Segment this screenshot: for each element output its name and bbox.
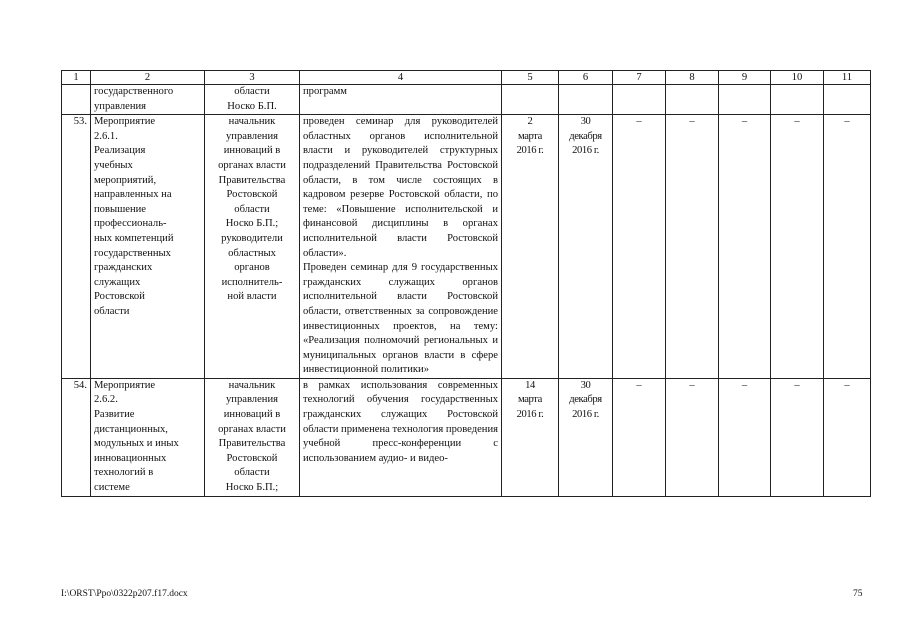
cont-result-cell: программ: [300, 85, 502, 115]
dash-cell-7: –: [613, 115, 666, 379]
dash-cell-10: –: [771, 378, 824, 496]
cont-num-cell: [62, 85, 91, 115]
result-paragraph-1: в рамках использования современных технологий обучения государственных гражданских служащих Ростовской области применена технология проведения учебной пресс-конференции с использованием аудио- и видео-: [303, 379, 498, 464]
header-cell-3: 3: [205, 71, 300, 85]
result-paragraph-1: проведен семинар для руководителей областных органов исполнительной власти и руководителей структурных подразделений Правительства Ростовской области, в том числе состоящих в кадровом резерве Ростовской области, по теме: «Повышение исполнительской и финансовой дисциплины в органах исполнительной власти Ростовской области».: [303, 116, 498, 259]
dash-cell-7: –: [613, 378, 666, 496]
header-cell-9: 9: [719, 71, 771, 85]
header-cell-1: 1: [62, 71, 91, 85]
dash-cell-9: –: [719, 115, 771, 379]
header-cell-7: 7: [613, 71, 666, 85]
cont-empty-5: [502, 85, 559, 115]
event-name: Мероприятие 2.6.2. Развитие дистанционных, модульных и иных инновационных технологий в системе: [91, 378, 205, 496]
cont-responsible-cell: области Носко Б.П.: [205, 85, 300, 115]
cont-empty-8: [666, 85, 719, 115]
file-path: I:\ORST\Ppo\0322p207.f17.docx: [61, 589, 188, 599]
dash-cell-9: –: [719, 378, 771, 496]
cont-event-cell: государственного управления: [91, 85, 205, 115]
result-paragraph-2: Проведен семинар для 9 государственных гражданских служащих органов исполнительной власти Ростовской области, ответственных за сопровождение инвестиционных проектов, на тему: «Реализация полномочий региональных и муниципальных органов власти в сфере инвестиционной политики»: [303, 262, 498, 376]
header-row: [62, 71, 871, 85]
cont-empty-9: [719, 85, 771, 115]
start-date: 2 марта 2016 г.: [502, 115, 559, 379]
cont-empty-11: [824, 85, 871, 115]
responsible-person: начальник управления инноваций в органах власти Правительства Ростовской области Носко Б.П.; руководители областных органов исполнитель- ной власти: [205, 115, 300, 379]
end-date: 30 декабря 2016 г.: [559, 115, 613, 379]
header-cell-4: 4: [300, 71, 502, 85]
responsible-person: начальник управления инноваций в органах власти Правительства Ростовской области Носко Б.П.;: [205, 378, 300, 496]
cont-empty-7: [613, 85, 666, 115]
table-row: [62, 115, 871, 379]
dash-cell-11: –: [824, 378, 871, 496]
table-row: [62, 378, 871, 496]
header-cell-2: 2: [91, 71, 205, 85]
dash-cell-10: –: [771, 115, 824, 379]
event-name: Мероприятие 2.6.1. Реализация учебных мероприятий, направленных на повышение профессиональ- ных компетенций государственных гражданских служащих Ростовской области: [91, 115, 205, 379]
header-cell-6: 6: [559, 71, 613, 85]
dash-cell-11: –: [824, 115, 871, 379]
report-table: [61, 70, 871, 497]
header-cell-5: 5: [502, 71, 559, 85]
end-date: 30 декабря 2016 г.: [559, 378, 613, 496]
result-cell: [300, 378, 502, 496]
cont-empty-6: [559, 85, 613, 115]
header-cell-11: 11: [824, 71, 871, 85]
dash-cell-8: –: [666, 378, 719, 496]
row-number: 53.: [62, 115, 91, 379]
cont-empty-10: [771, 85, 824, 115]
result-cell: [300, 115, 502, 379]
continuation-row: [62, 85, 871, 115]
header-cell-8: 8: [666, 71, 719, 85]
page-number: 75: [853, 589, 863, 599]
row-number: 54.: [62, 378, 91, 496]
header-cell-10: 10: [771, 71, 824, 85]
start-date: 14 марта 2016 г.: [502, 378, 559, 496]
dash-cell-8: –: [666, 115, 719, 379]
